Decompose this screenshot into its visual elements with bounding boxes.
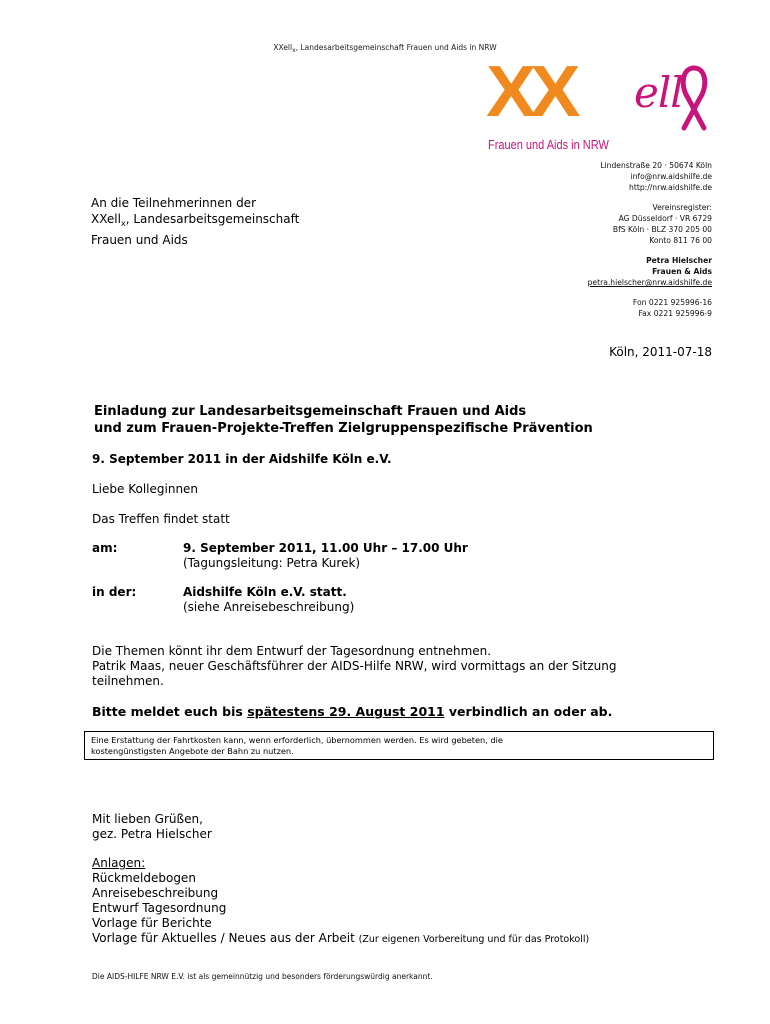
recipient-line2	[91, 211, 299, 232]
phone: Fon 0221 925996-16	[632, 298, 712, 307]
para1-line3: teilnehmen.	[92, 674, 164, 688]
am-label: am:	[92, 541, 118, 555]
am-note: (Tagungsleitung: Petra Kurek)	[183, 556, 361, 570]
person-block	[588, 255, 712, 288]
rsvp-pre: Bitte meldet euch bis	[92, 704, 248, 719]
register-value: AG Düsseldorf · VR 6729	[618, 214, 712, 223]
contact-web[interactable]: http://nrw.aidshilfe.de	[629, 183, 712, 192]
salutation: Liebe Kolleginnen	[92, 482, 199, 496]
closing-line1: Mit lieben Grüßen,	[92, 812, 203, 826]
rsvp-deadline: spätestens 29. August 2011	[247, 704, 445, 719]
logo	[486, 52, 716, 158]
bank-line: BfS Köln · BLZ 370 205 00	[612, 225, 712, 234]
attachment-note: (Zur eigenen Vorbereitung und für das Protokoll)	[358, 934, 590, 945]
attachment-item: Entwurf Tagesordnung	[92, 901, 227, 915]
logo-xx: XX	[486, 52, 575, 132]
title-line1: Einladung zur Landesarbeitsgemeinschaft Frauen und Aids	[94, 404, 527, 419]
person-email-link[interactable]: petra.hielscher@nrw.aidshilfe.de	[587, 278, 712, 287]
in-label: in der:	[92, 585, 137, 599]
attachment-item-last	[92, 931, 589, 947]
recipient-address	[91, 195, 299, 248]
letter-subtitle: 9. September 2011 in der Aidshilfe Köln e.V.	[92, 452, 392, 466]
recipient-line2-suffix: , Landesarbeitsgemeinschaft	[125, 212, 300, 226]
contact-address: Lindenstraße 20 · 50674 Köln	[600, 161, 712, 170]
attachment-item: Vorlage für Aktuelles / Neues aus der Arbeit	[92, 931, 355, 945]
recipient-line2-sub: x	[120, 219, 126, 228]
rsvp-line	[92, 704, 612, 719]
contact-email-general[interactable]: info@nrw.aidshilfe.de	[630, 172, 712, 181]
para1-line1: Die Themen könnt ihr dem Entwurf der Tagesordnung entnehmen.	[92, 644, 492, 658]
page-header	[0, 43, 770, 54]
header-suffix: , Landesarbeitsgemeinschaft Frauen und Aids in NRW	[295, 43, 497, 52]
logo-subtitle: Frauen und Aids in NRW	[488, 138, 609, 152]
in-note: (siehe Anreisebeschreibung)	[183, 600, 355, 614]
closing	[92, 812, 212, 842]
fax: Fax 0221 925996-9	[638, 309, 712, 318]
am-value: 9. September 2011, 11.00 Uhr – 17.00 Uhr	[183, 541, 468, 555]
travel-cost-note	[84, 731, 714, 760]
phone-block	[633, 297, 712, 319]
in-details	[183, 585, 354, 615]
header-prefix: XXell	[273, 43, 293, 52]
page-footer: Die AIDS-HILFE NRW E.V. ist als gemeinnützig und besonders förderungswürdig anerkannt.	[92, 972, 433, 981]
themes-paragraph	[92, 644, 617, 689]
attachment-item: Rückmeldebogen	[92, 871, 196, 885]
recipient-line3: Frauen und Aids	[91, 233, 188, 247]
in-value: Aidshilfe Köln e.V. statt.	[183, 585, 347, 599]
recipient-line1: An die Teilnehmerinnen der	[91, 196, 256, 210]
aids-ribbon-icon	[674, 64, 714, 144]
am-details	[183, 541, 468, 571]
closing-line2: gez. Petra Hielscher	[92, 827, 212, 841]
attachment-item: Anreisebeschreibung	[92, 886, 219, 900]
letter-date: Köln, 2011-07-18	[609, 345, 712, 359]
attachment-item: Vorlage für Berichte	[92, 916, 212, 930]
bank-account: Konto 811 76 00	[649, 236, 712, 245]
register-label: Vereinsregister:	[652, 203, 712, 212]
rsvp-post: verbindlich an oder ab.	[444, 704, 613, 719]
box-line2: kostengünstigsten Angebote der Bahn zu nutzen.	[91, 746, 294, 756]
box-line1: Eine Erstattung der Fahrtkosten kann, wenn erforderlich, übernommen werden. Es wird gebeten, die	[91, 735, 503, 745]
para1-line2: Patrik Maas, neuer Geschäftsführer der AIDS-Hilfe NRW, wird vormittags an der Sitzung	[92, 659, 617, 673]
intro-text: Das Treffen findet statt	[92, 512, 230, 526]
contact-block	[600, 160, 712, 193]
person-name: Petra Hielscher	[646, 256, 712, 265]
logo-ell: ell	[634, 68, 683, 117]
person-dept: Frauen & Aids	[652, 267, 712, 276]
attachments-heading: Anlagen:	[92, 856, 146, 870]
title-line2: und zum Frauen-Projekte-Treffen Zielgruppenspezifische Prävention	[94, 421, 593, 436]
header-subscript: x	[292, 47, 296, 54]
register-block	[613, 202, 712, 246]
letter-title	[94, 403, 593, 437]
attachments	[92, 856, 589, 947]
recipient-line2-prefix: XXell	[91, 212, 121, 226]
